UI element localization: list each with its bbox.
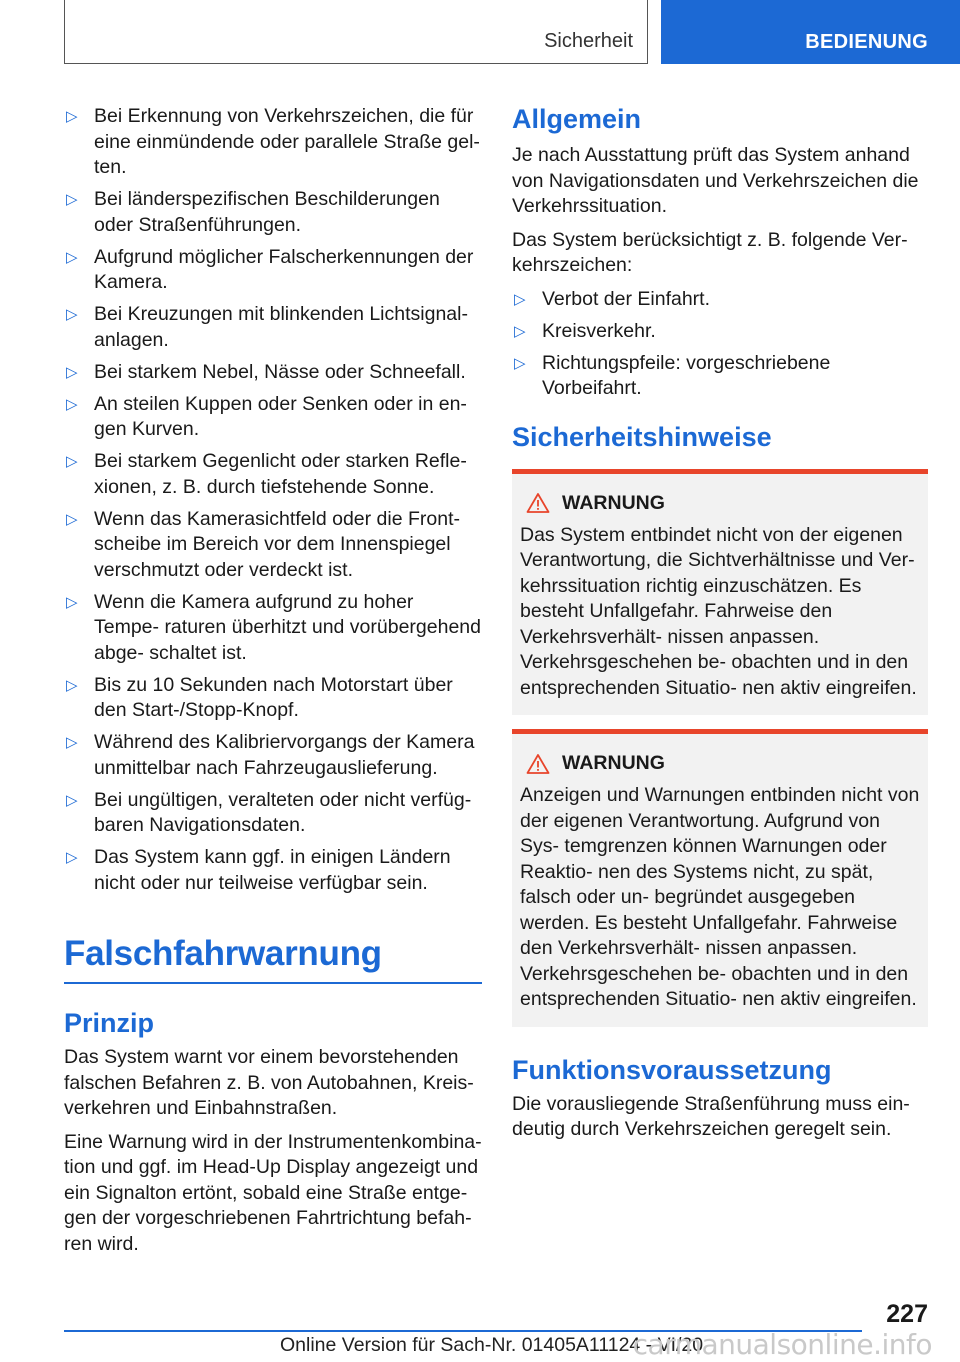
list-item: ▷ Bei Kreuzungen mit blinkenden Lichtsignal‐ anlagen. [66, 303, 468, 351]
list-item: ▷ Bei starkem Nebel, Nässe oder Schneefall. [64, 360, 482, 386]
bullet-triangle-icon: ▷ [66, 191, 78, 208]
bullet-triangle-icon: ▷ [66, 849, 78, 866]
right-column [512, 104, 928, 1143]
bullet-triangle-icon: ▷ [66, 593, 78, 611]
bullet-triangle-icon: ▷ [66, 248, 78, 266]
warning-triangle-icon [526, 753, 550, 775]
list-item: ▷ Bei Erkennung von Verkehrszeichen, die für eine einmündende oder parallele Straße gel‐ ten. [66, 105, 480, 178]
left-column [64, 104, 482, 1257]
watermark: carmanualsonline.info [632, 1328, 932, 1361]
subsection-title-allgemein: Allgemein [512, 104, 642, 134]
header-section-title: Sicherheit [544, 30, 633, 52]
bullet-triangle-icon: ▷ [514, 354, 526, 372]
section-title-falschfahrwarnung: Falschfahrwarnung [64, 934, 382, 973]
section-title-rule [64, 982, 482, 984]
warning-text-1: Das System entbindet nicht von der eigenen Verantwortung, die Sichtverhältnisse und Ver‐ kehrssituation richtig einzuschätzen. Es besteht Unfallgefahr. Fahrweise den Verkehrsverhält‐ nissen anpassen. Verkehrsgeschehen be‐ obachten und in den entsprechenden Situatio‐ nen aktiv eingreifen. [520, 523, 917, 699]
list-item: ▷ Kreisverkehr. [512, 319, 928, 345]
subsection-title-sicherheitshinweise: Sicherheitshinweise [512, 421, 772, 452]
warning-label: WARNUNG [562, 752, 665, 774]
list-item: ▷ Richtungspfeile: vorgeschriebene Vorbeifahrt. [514, 351, 831, 399]
warning-label: WARNUNG [562, 491, 665, 514]
page-number: 227 [886, 1300, 928, 1328]
limitations-list [64, 104, 482, 896]
list-item: ▷ Wenn das Kamerasichtfeld oder die Front‐ scheibe im Bereich vor dem Innenspiegel verschmutzt oder verdeckt ist. [66, 507, 460, 581]
warning-box-2 [512, 729, 928, 1027]
bullet-triangle-icon: ▷ [66, 108, 78, 125]
bullet-triangle-icon: ▷ [66, 395, 78, 413]
list-item: ▷ Bei länderspezifischen Beschilderungen oder Straßenführungen. [66, 188, 440, 236]
subsection-title-funktionsvoraussetzung: Funktionsvoraussetzung [512, 1054, 832, 1085]
prinzip-paragraph-2: Eine Warnung wird in der Instrumentenkombina‐ tion und ggf. im Head-Up Display angezeigt und ein Signalton ertönt, sobald eine Straße entge‐ gen der vorgeschriebenen Fahrtrichtung befah‐ ren wird. [64, 1130, 482, 1255]
header-chapter-tab [661, 0, 960, 64]
allgemein-paragraph-2: Das System berücksichtigt z. B. folgende Ver‐ kehrszeichen: [512, 228, 908, 276]
list-item: ▷ Bis zu 10 Sekunden nach Motorstart über den Start-/Stopp-Knopf. [66, 673, 453, 721]
list-item: ▷ Aufgrund möglicher Falscherkennungen der Kamera. [66, 245, 474, 293]
warning-header [520, 752, 920, 775]
bullet-triangle-icon: ▷ [66, 453, 78, 470]
header-section-box [64, 0, 648, 64]
list-item: ▷ Das System kann ggf. in einigen Ländern nicht oder nur teilweise verfügbar sein. [66, 846, 451, 894]
bullet-triangle-icon: ▷ [66, 791, 78, 809]
bullet-triangle-icon: ▷ [66, 510, 78, 528]
allgemein-paragraph-1: Je nach Ausstattung prüft das System anhand von Navigationsdaten und Verkehrszeichen die Verkehrssituation. [512, 144, 919, 217]
traffic-signs-list [512, 287, 928, 402]
list-item: ▷ Während des Kalibriervorgangs der Kamera unmittelbar nach Fahrzeugauslieferung. [66, 731, 475, 779]
warning-header [520, 492, 920, 515]
footer-online-version: Online Version für Sach-Nr. 01405A11124 - VI/20 [280, 1334, 704, 1356]
falschfahrwarnung-section [64, 934, 482, 1257]
bullet-triangle-icon: ▷ [514, 290, 526, 308]
subsection-title-prinzip: Prinzip [64, 1008, 155, 1038]
warning-triangle-icon [526, 492, 550, 514]
bullet-triangle-icon: ▷ [66, 306, 78, 323]
bullet-triangle-icon: ▷ [66, 363, 78, 381]
funktion-paragraph: Die vorausliegende Straßenführung muss ein‐ deutig durch Verkehrszeichen geregelt sein. [512, 1092, 910, 1140]
bullet-triangle-icon: ▷ [514, 322, 526, 340]
bullet-triangle-icon: ▷ [66, 676, 78, 694]
list-item: ▷ Wenn die Kamera aufgrund zu hoher Tempe‐ raturen überhitzt und vorübergehend abge‐ schaltet ist. [66, 590, 481, 664]
prinzip-paragraph-1: Das System warnt vor einem bevorstehenden falschen Befahren z. B. von Autobahnen, Kreis‐ verkehren und Einbahnstraßen. [64, 1046, 474, 1119]
header-chapter-title: BEDIENUNG [805, 31, 928, 53]
warning-text-2: Anzeigen und Warnungen entbinden nicht von der eigenen Verantwortung. Aufgrund von Sys‐ temgrenzen können Warnungen oder Reaktio‐ nen des Systems nicht, zu spät, falsch oder un‐ begründet ausgegeben werden. Es besteht Unfallgefahr. Fahrweise den Verkehrsverhält‐ nissen anpassen. Verkehrsgeschehen be‐ obachten und in den entsprechenden Situatio‐ nen aktiv eingreifen. [520, 784, 920, 1010]
list-item: ▷ An steilen Kuppen oder Senken oder in en‐ gen Kurven. [66, 392, 467, 440]
list-item: ▷ Verbot der Einfahrt. [512, 287, 928, 313]
bullet-triangle-icon: ▷ [66, 734, 78, 751]
warning-box-1 [512, 469, 928, 716]
list-item: ▷ Bei starkem Gegenlicht oder starken Refle‐ xionen, z. B. durch tiefstehende Sonne. [66, 450, 467, 498]
list-item: ▷ Bei ungültigen, veralteten oder nicht verfüg‐ baren Navigationsdaten. [66, 788, 472, 836]
